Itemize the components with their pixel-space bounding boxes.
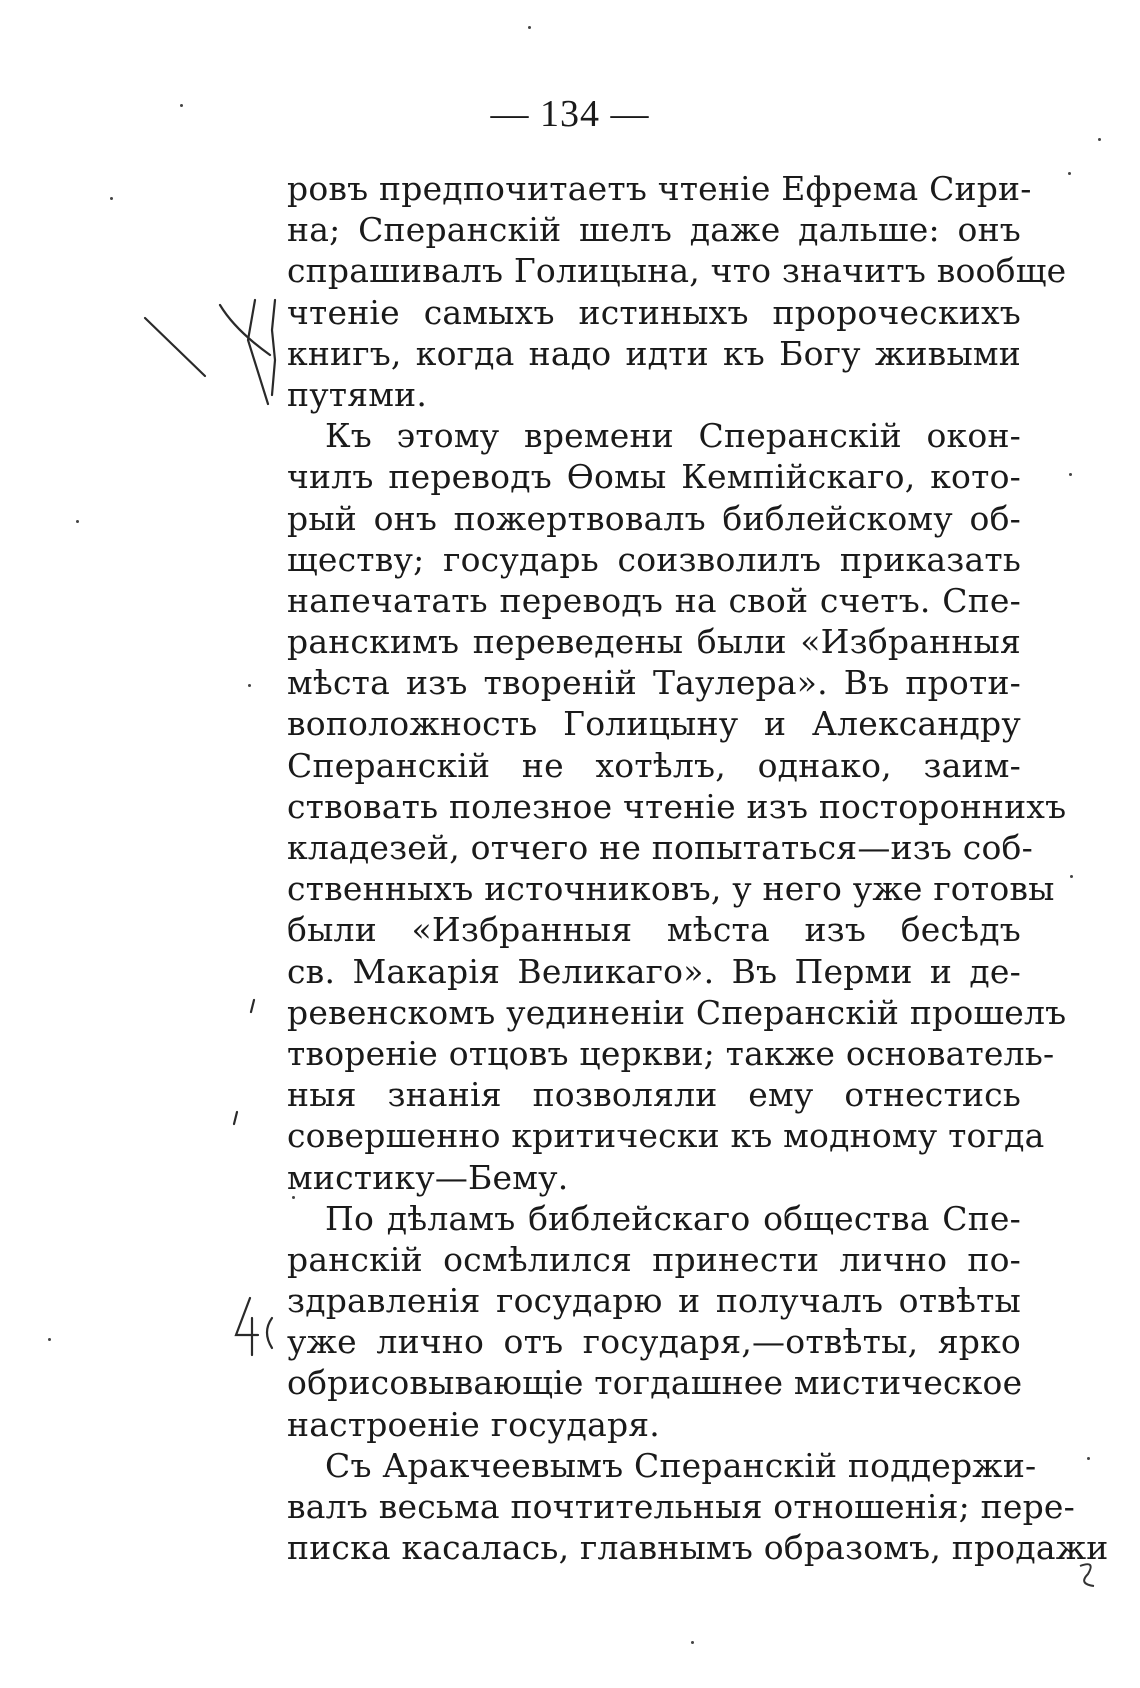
text-line: ственныхъ источниковъ, у него уже готовы (287, 869, 1055, 909)
text-line: рый онъ пожертвовалъ библейскому об- (287, 498, 1021, 538)
text-line: валъ весьма почтительныя отношенія; пере- (287, 1487, 1076, 1526)
text-line: ранскій осмѣлился принести лично по- (287, 1239, 1021, 1279)
text-line: напечатать переводъ на свой счетъ. Спе- (287, 580, 1021, 620)
speck (76, 520, 79, 523)
speck (110, 197, 113, 200)
pencil-tick-1 (251, 1000, 254, 1012)
text-line: чтеніе самыхъ истиныхъ пророческихъ (287, 292, 1021, 332)
text-line: мистику—Бему. (287, 1157, 569, 1197)
text-line: ныя знанія позволяли ему отнестись (287, 1075, 1021, 1115)
text-line: Къ этому времени Сперанскій окон- (325, 416, 1021, 456)
pencil-stroke-2 (248, 300, 268, 404)
text-line: спрашивалъ Голицына, что значитъ вообще (287, 251, 1067, 291)
text-line: совершенно критически къ модному тогда (287, 1116, 1045, 1156)
text-line: ществу; государь соизволилъ приказать (287, 539, 1021, 579)
text-line: Съ Аракчеевымъ Сперанскій поддержи- (325, 1445, 1037, 1485)
speck (48, 1338, 51, 1341)
text-line: здравленія государю и получалъ отвѣты (287, 1281, 1021, 1321)
text-line: св. Макарія Великаго». Въ Перми и де- (287, 951, 1021, 991)
text-line: настроеніе государя. (287, 1404, 660, 1444)
body-text (287, 168, 1109, 1568)
speck (292, 1196, 295, 1199)
text-line: воположность Голицыну и Александру (287, 704, 1021, 744)
pencil-number-4 (236, 1298, 258, 1355)
speck (528, 26, 531, 29)
speck (180, 104, 183, 107)
speck (1087, 1457, 1090, 1460)
text-line: ствовать полезное чтеніе изъ постороннихъ (287, 786, 1067, 826)
pencil-bracket-2 (267, 1318, 272, 1348)
text-line: кладезей, отчего не попытаться—изъ соб- (287, 828, 1033, 867)
pencil-tick-2 (234, 1112, 237, 1124)
speck (1070, 875, 1073, 878)
text-line: писка касалась, главнымъ образомъ, продажи (287, 1528, 1109, 1568)
text-line: путями. (287, 374, 428, 414)
text-line: мѣста изъ твореній Таулера». Въ проти- (287, 663, 1021, 703)
text-line: уже лично отъ государя,—отвѣты, ярко (287, 1322, 1021, 1362)
pencil-stroke-3 (220, 305, 270, 355)
text-line: чилъ переводъ Ѳомы Кемпійскаго, кото- (287, 457, 1021, 497)
text-line: ровъ предпочитаетъ чтеніе Ефрема Сири- (287, 169, 1032, 208)
text-line: обрисовывающіе тогдашнее мистическое (287, 1363, 1023, 1403)
text-line: ревенскомъ уединеніи Сперанскій прошелъ (287, 992, 1067, 1032)
speck (1098, 138, 1101, 141)
text-line: По дѣламъ библейскаго общества Спе- (325, 1198, 1021, 1238)
text-line: ранскимъ переведены были «Избранныя (287, 622, 1021, 662)
pencil-stroke-1 (145, 318, 205, 376)
speck (1069, 473, 1072, 476)
page-number: — 134 — (490, 93, 650, 135)
text-line: твореніе отцовъ церкви; также основатель- (287, 1033, 1055, 1073)
corner-squiggle (1080, 1564, 1094, 1586)
bracket-mark (272, 300, 275, 395)
text-line: книгъ, когда надо идти къ Богу живыми (287, 333, 1021, 373)
text-line: были «Избранныя мѣста изъ бесѣдъ (287, 910, 1021, 950)
speck (248, 684, 251, 687)
text-line: на; Сперанскій шелъ даже дальше: онъ (287, 210, 1021, 250)
speck (1068, 172, 1071, 175)
speck (691, 1641, 694, 1644)
text-line: Сперанскій не хотѣлъ, однако, заим- (287, 745, 1021, 785)
